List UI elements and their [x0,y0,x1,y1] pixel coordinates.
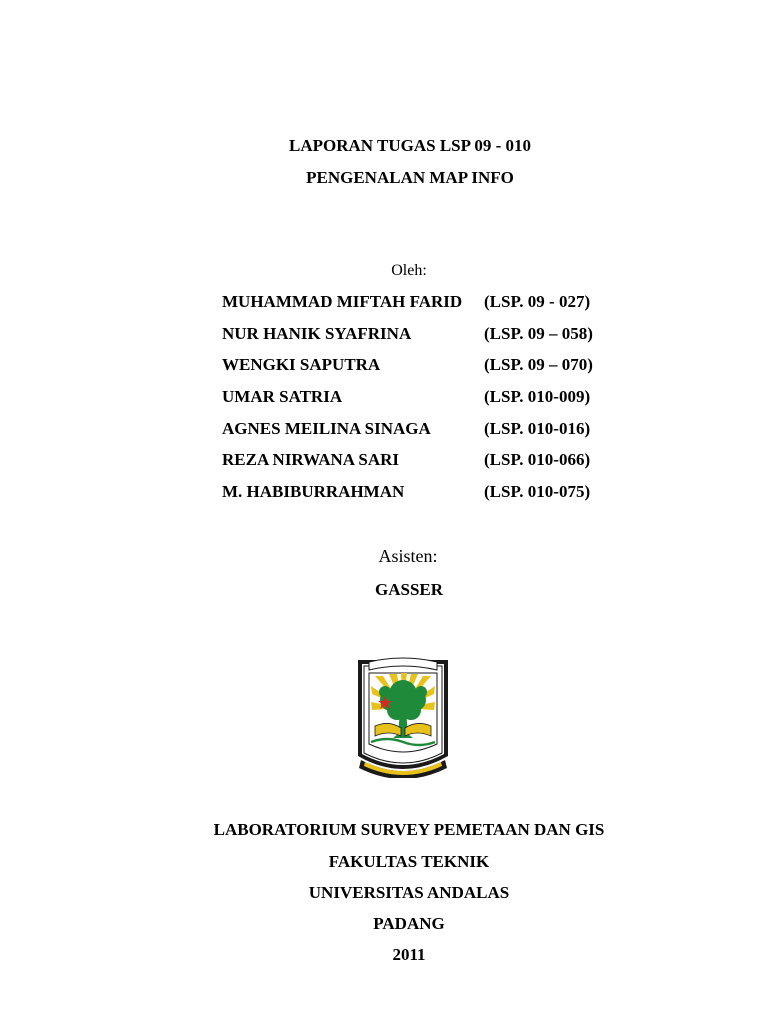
member-name: NUR HANIK SYAFRINA [222,323,412,343]
member-id: (LSP. 09 - 027) [484,292,591,311]
member-row [222,450,622,482]
member-id: (LSP. 010-016) [484,418,591,438]
report-title: LAPORAN TUGAS LSP 09 - 010 [289,136,531,155]
member-name: WENGKI SAPUTRA [222,355,381,375]
member-id: (LSP. 010-009) [484,387,591,407]
report-subtitle: PENGENALAN MAP INFO [306,168,514,187]
member-row [222,419,622,451]
member-row [222,324,622,356]
member-name: MUHAMMAD MIFTAH FARID [222,292,463,311]
footer-city: PADANG [373,914,445,933]
member-id: (LSP. 09 – 070) [484,355,593,375]
member-id: (LSP. 010-075) [484,482,591,502]
member-name: REZA NIRWANA SARI [222,450,399,470]
footer-year: 2011 [392,945,426,964]
member-row [222,387,622,419]
member-row [222,355,622,387]
member-name: M. HABIBURRAHMAN [222,482,405,502]
oleh-label: Oleh: [391,262,427,279]
member-row [222,292,622,324]
footer-university: UNIVERSITAS ANDALAS [308,883,510,902]
member-name: AGNES MEILINA SINAGA [222,418,431,438]
universitas-andalas-emblem-icon [355,656,451,778]
footer-laboratory: LABORATORIUM SURVEY PEMETAAN DAN GIS [213,820,605,839]
asisten-label: Asisten: [378,546,438,566]
member-id: (LSP. 09 – 058) [484,323,593,343]
footer-faculty: FAKULTAS TEKNIK [328,852,490,871]
member-name: UMAR SATRIA [222,387,343,407]
asisten-name: GASSER [374,580,444,599]
member-list [222,292,622,514]
member-row [222,482,622,514]
member-id: (LSP. 010-066) [484,450,591,470]
